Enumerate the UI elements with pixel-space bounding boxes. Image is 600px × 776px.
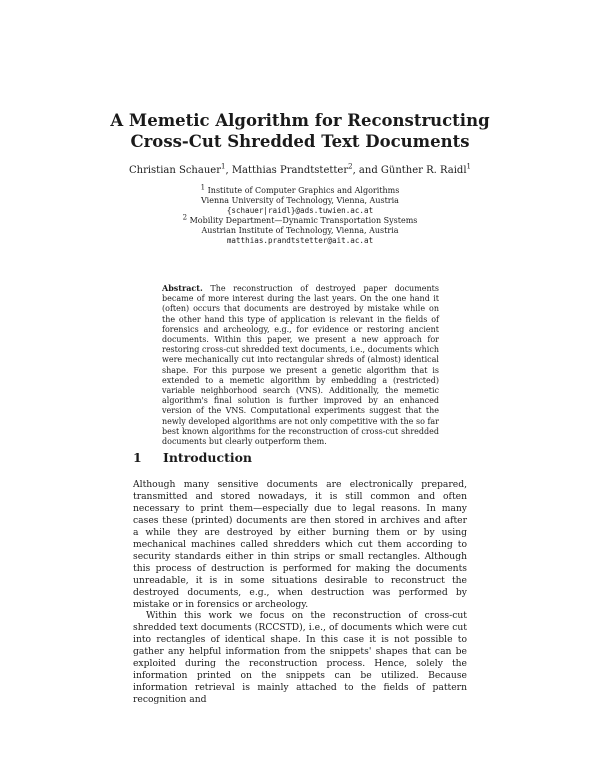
author-list bbox=[0, 164, 600, 177]
paper-title bbox=[0, 110, 600, 152]
affiliation-1-line-2: Vienna University of Technology, Vienna, Austria bbox=[201, 196, 399, 205]
section-title: Introduction bbox=[163, 450, 253, 465]
author-name: Matthias Prandtstetter bbox=[231, 165, 349, 176]
section-heading bbox=[133, 450, 252, 465]
affiliation-2-line-1 bbox=[0, 213, 600, 226]
affiliation-1-email: {schauer|raidl}@ads.tuwien.ac.at bbox=[226, 206, 374, 215]
abstract bbox=[162, 283, 439, 447]
section-number: 1 bbox=[133, 450, 142, 465]
affil-mark: 1 bbox=[200, 183, 206, 192]
abstract-label: Abstract. bbox=[162, 283, 203, 293]
affiliation-2-line-2: Austrian Institute of Technology, Vienna, Austria bbox=[201, 226, 399, 235]
author-name: Christian Schauer bbox=[128, 165, 221, 176]
abstract-text: The reconstruction of destroyed paper documents became of more interest during the last years. On the one hand it (often) occurs that documents are destroyed by mistake while on the other hand this type of application is relevant in the fields of forensics and archeology, e.g., for evidence or restoring ancient documents. Within this paper, we present a new approach for restoring cross-cut shredded text documents, i.e., documents which were mechanically cut into rectangular shreds of (almost) identical shape. For this purpose we present a genetic algorithm that is extended to a memetic algorithm by embedding a (restricted) variable neighborhood search (VNS). Additionally, the memetic algorithm's final solution is further improved by an enhanced version of the VNS. Computational experiments suggest that the newly developed algorithms are not only competitive with the so far best known algorithms for the reconstruction of cross-cut shredded documents but clearly outperform them. bbox=[162, 284, 439, 447]
body-paragraph-1: Although many sensitive documents are electronically prepared, transmitted and stored nowadays, it is still common and often necessary to print them—especially due to legal reasons. In many cases these (printed) documents are then stored in archives and after a while they are destroyed by either burning them or by using mechanical machines called shredders which cut them according to security standards either in thin strips or small rectangles. Although this process of destruction is performed for making the documents unreadable, it is in some situations desirable to reconstruct the destroyed documents, e.g., when destruction was performed by mistake or in forensics or archeology. bbox=[133, 479, 467, 610]
author-affil-mark: 2 bbox=[348, 162, 353, 171]
affiliation-2-email: matthias.prandtstetter@ait.ac.at bbox=[226, 236, 374, 245]
affil-mark: 2 bbox=[182, 213, 188, 222]
author-separator: , bbox=[225, 165, 232, 176]
author-separator: , and bbox=[352, 165, 381, 176]
body-paragraph-2: Within this work we focus on the reconstruction of cross-cut shredded text documents (RCCSTD), i.e., of documents which were cut into rectangles of identical shape. In this case it is not possible to gather any helpful information from the snippets' shapes that can be exploited during the reconstruction process. Hence, solely the information printed on the snippets can be utilized. Because information retrieval is mainly attached to the fields of pattern recognition and bbox=[133, 610, 467, 705]
author-affil-mark: 1 bbox=[220, 162, 226, 171]
affil-text: Mobility Department—Dynamic Transportation Systems bbox=[189, 216, 418, 225]
title-line-2: Cross-Cut Shredded Text Documents bbox=[130, 132, 470, 151]
affiliations bbox=[0, 183, 600, 246]
author-affil-mark: 1 bbox=[466, 162, 472, 171]
affil-text: Institute of Computer Graphics and Algorithms bbox=[207, 186, 400, 195]
affiliation-1-line-1 bbox=[0, 183, 600, 196]
author-name: Günther R. Raidl bbox=[380, 165, 467, 176]
title-line-1: A Memetic Algorithm for Reconstructing bbox=[110, 111, 490, 130]
